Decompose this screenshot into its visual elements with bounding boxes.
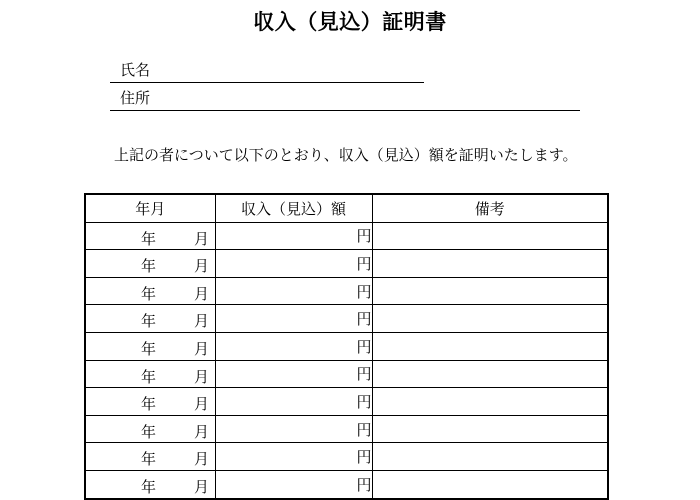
income-amount-cell[interactable] xyxy=(215,415,372,443)
year-month-cell[interactable] xyxy=(85,443,215,471)
month-unit: 月 xyxy=(194,339,210,358)
year-month-cell[interactable] xyxy=(85,277,215,305)
income-amount-cell[interactable] xyxy=(215,470,372,498)
remarks-cell[interactable] xyxy=(372,360,608,388)
year-month-cell[interactable] xyxy=(85,360,215,388)
year-unit: 年 xyxy=(141,367,157,386)
yen-unit: 円 xyxy=(356,420,372,439)
yen-unit: 円 xyxy=(356,448,372,467)
name-field[interactable] xyxy=(110,58,424,83)
year-month-cell[interactable] xyxy=(85,305,215,333)
table-row xyxy=(85,332,608,360)
month-unit: 月 xyxy=(194,312,210,331)
income-table xyxy=(84,193,609,500)
income-amount-cell[interactable] xyxy=(215,250,372,278)
table-row xyxy=(85,388,608,416)
remarks-cell[interactable] xyxy=(372,415,608,443)
name-label: 氏名 xyxy=(120,61,151,79)
yen-unit: 円 xyxy=(356,227,372,246)
year-unit: 年 xyxy=(141,450,157,469)
remarks-cell[interactable] xyxy=(372,305,608,333)
address-field[interactable] xyxy=(110,86,580,111)
document-title: 収入（見込）証明書 xyxy=(253,10,447,34)
year-unit: 年 xyxy=(141,257,157,276)
year-unit: 年 xyxy=(141,395,157,414)
year-unit: 年 xyxy=(141,229,157,248)
table-row xyxy=(85,415,608,443)
year-unit: 年 xyxy=(141,477,157,496)
header-year-month: 年月 xyxy=(85,194,215,222)
table-row xyxy=(85,222,608,250)
month-unit: 月 xyxy=(194,284,210,303)
income-amount-cell[interactable] xyxy=(215,360,372,388)
table-row xyxy=(85,443,608,471)
remarks-cell[interactable] xyxy=(372,332,608,360)
yen-unit: 円 xyxy=(356,392,372,411)
month-unit: 月 xyxy=(194,395,210,414)
table-row xyxy=(85,470,608,498)
year-month-cell[interactable] xyxy=(85,222,215,250)
remarks-cell[interactable] xyxy=(372,443,608,471)
header-income-amount: 収入（見込）額 xyxy=(215,194,372,222)
income-amount-cell[interactable] xyxy=(215,332,372,360)
remarks-cell[interactable] xyxy=(372,250,608,278)
yen-unit: 円 xyxy=(356,254,372,273)
yen-unit: 円 xyxy=(356,310,372,329)
month-unit: 月 xyxy=(194,257,210,276)
table-row xyxy=(85,250,608,278)
income-amount-cell[interactable] xyxy=(215,443,372,471)
year-unit: 年 xyxy=(141,422,157,441)
yen-unit: 円 xyxy=(356,365,372,384)
header-remarks: 備考 xyxy=(372,194,608,222)
yen-unit: 円 xyxy=(356,337,372,356)
year-month-cell[interactable] xyxy=(85,470,215,498)
yen-unit: 円 xyxy=(356,282,372,301)
income-amount-cell[interactable] xyxy=(215,388,372,416)
remarks-cell[interactable] xyxy=(372,388,608,416)
certification-statement: 上記の者について以下のとおり、収入（見込）額を証明いたします。 xyxy=(114,146,578,164)
table-row xyxy=(85,360,608,388)
year-unit: 年 xyxy=(141,312,157,331)
remarks-cell[interactable] xyxy=(372,277,608,305)
table-row xyxy=(85,277,608,305)
yen-unit: 円 xyxy=(356,475,372,494)
month-unit: 月 xyxy=(194,450,210,469)
month-unit: 月 xyxy=(194,422,210,441)
address-label: 住所 xyxy=(120,89,151,107)
month-unit: 月 xyxy=(194,477,210,496)
income-amount-cell[interactable] xyxy=(215,277,372,305)
year-month-cell[interactable] xyxy=(85,415,215,443)
month-unit: 月 xyxy=(194,367,210,386)
remarks-cell[interactable] xyxy=(372,470,608,498)
table-header-row xyxy=(85,194,608,222)
year-unit: 年 xyxy=(141,284,157,303)
table-row xyxy=(85,305,608,333)
year-month-cell[interactable] xyxy=(85,388,215,416)
year-month-cell[interactable] xyxy=(85,250,215,278)
month-unit: 月 xyxy=(194,229,210,248)
year-month-cell[interactable] xyxy=(85,332,215,360)
year-unit: 年 xyxy=(141,339,157,358)
income-amount-cell[interactable] xyxy=(215,305,372,333)
income-amount-cell[interactable] xyxy=(215,222,372,250)
remarks-cell[interactable] xyxy=(372,222,608,250)
